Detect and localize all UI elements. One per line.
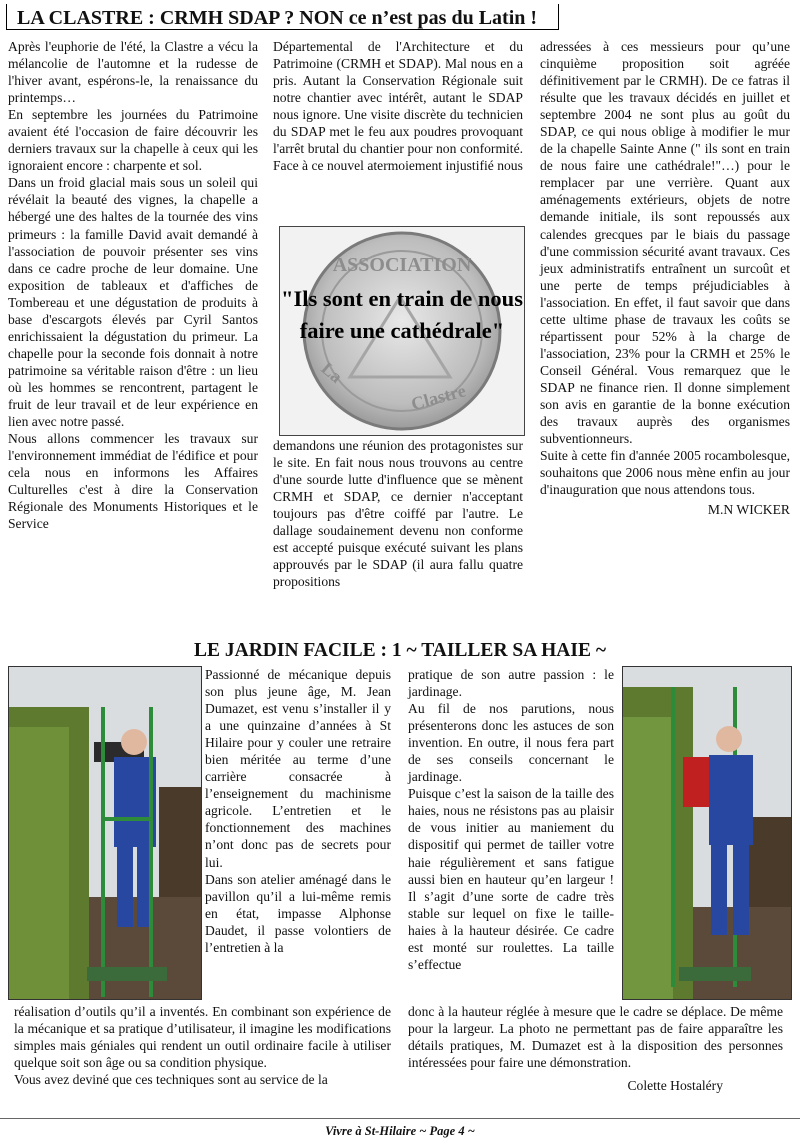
paragraph: Suite à cette fin d'année 2005 rocambolesque, souhaitons que 2006 nous mène enfin au jour d'inauguration que nous attendons tous. — [540, 448, 790, 498]
badge-text-left: La — [317, 357, 347, 387]
photo-man-with-hedge-trimmer-left — [8, 666, 202, 1000]
paragraph: Après l'euphorie de l'été, la Clastre a vécu la mélancolie de l'automne et la rudesse de l'hiver avant, espérons-le, la renaissance du printemps… — [8, 39, 258, 106]
page-footer: Vivre à St-Hilaire ~ Page 4 ~ — [325, 1124, 475, 1138]
pull-quote: "Ils sont en train de nous faire une cathédrale" — [281, 286, 523, 343]
photo-man-with-hedge-trimmer-right — [622, 666, 792, 1000]
paragraph: En septembre les journées du Patrimoine avaient été l'occasion de faire découvrir les derniers travaux sur la chapelle à ceux qui les ignoraient encore : charpente et sol. — [8, 107, 258, 174]
article2-column-2-narrow — [408, 666, 614, 973]
badge-text-bottom: Clastre — [408, 380, 468, 415]
paragraph: adressées à ces messieurs pour qu’une cinquième proposition soit agréée définitivement par le CRMH). De ce fatras il résulte que les travaux décidés en juillet et septembre 2004 ne sont plus au goût du SDAP, ce qui nous oblige à modifier le mur de la chapelle Sainte Anne (" ils sont en train de nous faire une cathédrale!"…) pour le remplacer par une verrière. Quant aux aménagements extérieurs, objets de notre demande initiale, ils sont repoussés aux calendes grecques par le biais du passage d'une commission sécurité avant travaux. Ces jeux administratifs entraînent un surcoût et une perte de temps préjudiciables à l'association. En effet, il faut savoir que dans cette ultime phase de travaux les coûts se répartissent pour 52% à la charge de l'association, 23% pour la CRMH et 25% le Conseil Général. Vous remarquez que le SDAP ne finance rien. Il donne simplement son avis en garantie de la bonne exécution des travaux auprès des organismes subventionneurs. — [540, 39, 790, 447]
badge-text-top: ASSOCIATION — [332, 254, 472, 276]
article2-title: LE JARDIN FACILE : 1 ~ TAILLER SA HAIE ~ — [194, 640, 606, 661]
article1-title: LA CLASTRE : CRMH SDAP ? NON ce n’est pas du Latin ! — [6, 4, 559, 30]
paragraph: Passionné de mécanique depuis son plus jeune âge, M. Jean Dumazet, est venu s’installer il y a une quinzaine d’années à St Hilaire pour y couler une retraire bien méritée au terme d’une carrière consacrée à l’enseignement du machinisme agricole. L’entretien et le fonctionnement des machines n’ont donc pas de secrets pour lui. — [205, 667, 391, 870]
association-badge-image — [279, 226, 525, 436]
article1-column-1 — [8, 38, 258, 532]
paragraph: Vous avez deviné que ces techniques sont au service de la — [14, 1072, 328, 1088]
paragraph: Dans un froid glacial mais sous un soleil qui révélait la beauté des vignes, la chapelle a hébergé une des haltes de la tournée des vins primeurs : la famille David avait demandé à l'association de pouvoir présenter ses vins dans ce cadre proche de leur domaine. Une exposition de tableaux et d'affiches de Tombereau et une dégustation de produits à base d'escargots élevés par Cyril Santos enrichissaient la dégustation du primeur. La chapelle pour la seconde fois donnait à notre patrimoine sa véritable raison d'être : un lieu où les hommes se rencontrent, partagent le fruit de leur travail et de leur expérience en lien avec notre passé. — [8, 175, 258, 430]
article2-signature: Colette Hostaléry — [627, 1078, 723, 1094]
article1-signature: M.N WICKER — [707, 502, 790, 518]
paragraph: pratique de son autre passion : le jardinage. — [408, 667, 614, 700]
paragraph: Au fil de nos parutions, nous présenterons donc les astuces de son invention. En outre, il nous fera part de ses conseils concernant le jardinage. — [408, 701, 614, 785]
article1-column-2-bottom — [273, 437, 523, 590]
paragraph: donc à la hauteur réglée à mesure que le cadre se déplace. De même pour la largeur. La photo ne permettant pas de faire apparaître les détails pratiques, M. Dumazet est à la disposition des personnes intéressées pour faire une démonstration. — [408, 1004, 783, 1071]
paragraph: Départemental de l'Architecture et du Patrimoine (CRMH et SDAP). Mal nous en a pris. Autant la Conservation Régionale suit notre chantier avec intérêt, autant le SDAP nous ignore. Une visite discrète du technicien du SDAP met le feu aux poudres provoquant l'arrêt brutal du chantier pour non conformité. Face à ce nouvel atermoiement injustifié nous — [273, 39, 523, 174]
paragraph: Dans son atelier aménagé dans le pavillon qu’il a lui-même remis en état, impasse Alphonse Daudet, il passe volontiers de l’entretien à la — [205, 871, 391, 955]
article2-column-2-full — [408, 1003, 783, 1094]
article1-column-2-top — [273, 38, 523, 174]
paragraph: réalisation d’outils qu’il a inventés. En combinant son expérience de la mécanique et sa pratique d’utilisateur, il imagine les modifications simples mais géniales qui rendent un outil ordinaire facile à utiliser quelque soit son âge ou sa condition physique. — [14, 1004, 391, 1071]
paragraph: Nous allons commencer les travaux sur l'environnement immédiat de l'édifice et pour cela nous en informons les Affaires Culturelles c'est à dire la Conservation Régionale des Monuments Historiques et le Service — [8, 431, 258, 532]
footer-divider — [0, 1118, 800, 1119]
paragraph: demandons une réunion des protagonistes sur le site. En fait nous nous trouvons au centre d'une sourde lutte d'influence que se mènent CRMH et SDAP, ce dernier n'acceptant toujours pas d'être coiffé par l'autre. Le dallage soudainement devenu non conforme est accepté puisque exécuté suivant les plans approuvés par le SDAP (il aura fallu quatre propositions — [273, 438, 523, 590]
article2-column-1-full — [14, 1003, 391, 1088]
paragraph: Puisque c’est la saison de la taille des haies, nous ne résistons pas au plaisir de vous initier au maniement du dispositif qui permet de tailler votre haie régulièrement et sans fatigue aussi bien en hauteur qu’en largeur ! Il s’agit d’une sorte de cadre très stable sur lequel on fixe le taille-haies à la hauteur désirée. Ce cadre est monté sur roulettes. La taille s’effectue — [408, 786, 614, 972]
article2-column-1-narrow — [205, 666, 391, 956]
article1-column-3 — [540, 38, 790, 518]
